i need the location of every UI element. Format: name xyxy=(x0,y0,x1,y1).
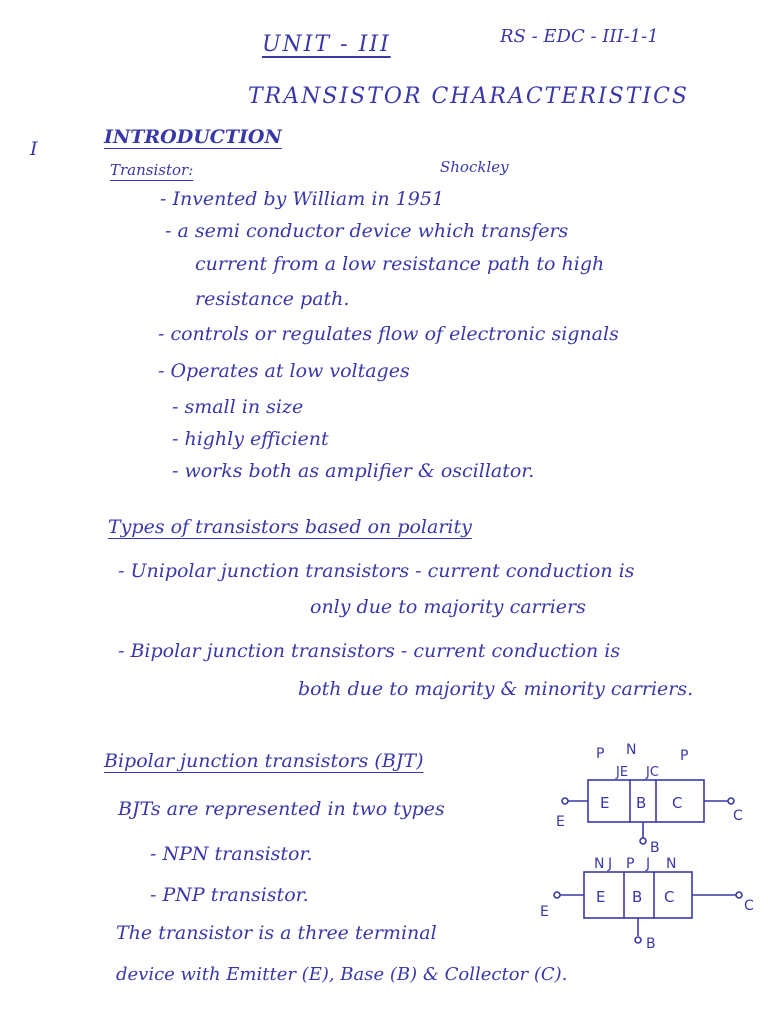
terminal-label: E xyxy=(540,904,549,920)
terminal-dot xyxy=(728,798,734,804)
junction-label: J xyxy=(646,856,651,872)
shockley-insert: Shockley xyxy=(440,158,509,176)
unit-title: UNIT - III xyxy=(262,32,391,57)
transistor-subheading: Transistor: xyxy=(110,161,194,179)
intro-line: - Operates at low voltages xyxy=(158,360,410,382)
bjt-line: - PNP transistor. xyxy=(150,884,309,906)
intro-line: - a semi conductor device which transfers xyxy=(165,220,569,242)
types-line: - Unipolar junction transistors - current conduction is xyxy=(118,560,635,582)
region-label: N xyxy=(594,856,605,872)
bjt-line: The transistor is a three terminal xyxy=(116,922,437,944)
section-number: I xyxy=(30,138,38,160)
intro-line: - highly efficient xyxy=(172,428,329,450)
bjt-heading: Bipolar junction transistors (BJT) xyxy=(104,750,424,772)
region-label: C xyxy=(664,888,675,906)
terminal-label: C xyxy=(744,898,754,914)
course-code: RS - EDC - III-1-1 xyxy=(500,26,659,47)
region-label: B xyxy=(636,794,647,812)
bjt-line: device with Emitter (E), Base (B) & Collector (C). xyxy=(116,964,568,985)
region-label: C xyxy=(672,794,683,812)
types-heading: Types of transistors based on polarity xyxy=(108,516,472,538)
region-label: N xyxy=(666,856,677,872)
terminal-dot xyxy=(554,892,560,898)
types-line: only due to majority carriers xyxy=(310,596,586,618)
region-label: E xyxy=(600,794,610,812)
section-heading: INTRODUCTION xyxy=(104,126,282,148)
terminal-dot xyxy=(635,937,641,943)
intro-line: - small in size xyxy=(172,396,304,418)
junction-label: JC xyxy=(646,765,659,780)
terminal-label: E xyxy=(556,814,565,830)
types-line: - Bipolar junction transistors - current conduction is xyxy=(118,640,621,662)
intro-line: - controls or regulates flow of electronic signals xyxy=(158,323,619,345)
terminal-dot xyxy=(640,838,646,844)
intro-line: - Invented by William in 1951 xyxy=(160,188,445,210)
region-label: E xyxy=(596,888,606,906)
junction-label: JE xyxy=(616,765,629,780)
page-title: TRANSISTOR CHARACTERISTICS xyxy=(248,84,689,109)
region-label: P xyxy=(596,746,605,762)
junction-label: J xyxy=(608,856,613,872)
terminal-label: B xyxy=(650,840,660,856)
region-label: B xyxy=(632,888,643,906)
region-label: P xyxy=(626,856,635,872)
intro-line: current from a low resistance path to high xyxy=(195,253,605,275)
types-line: both due to majority & minority carriers. xyxy=(298,678,694,700)
region-label: N xyxy=(626,742,637,758)
terminal-label: C xyxy=(733,808,743,824)
bjt-line: BJTs are represented in two types xyxy=(118,798,445,820)
intro-line: - works both as amplifier & oscillator. xyxy=(172,460,535,482)
terminal-dot xyxy=(562,798,568,804)
region-label: P xyxy=(680,748,689,764)
bjt-line: - NPN transistor. xyxy=(150,843,313,865)
intro-line: resistance path. xyxy=(195,288,350,310)
terminal-label: B xyxy=(646,936,656,952)
terminal-dot xyxy=(736,892,742,898)
